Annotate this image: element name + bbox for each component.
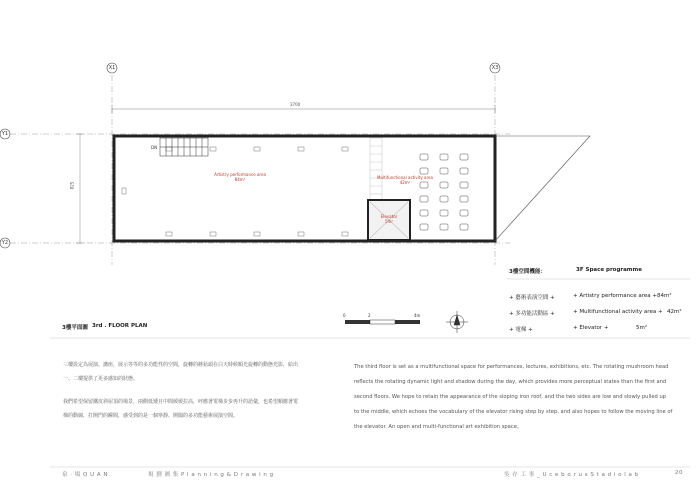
partition-hatch	[370, 138, 382, 200]
programme-item-en: + Elevator +	[573, 325, 609, 331]
footer-studio: 吳 存 工 事 _ U c e b o r u s S t a d i o l a b	[504, 472, 639, 478]
description-cn	[63, 358, 333, 423]
scale-label-end: 4m	[414, 313, 421, 318]
space-programme-title-cn: 3樓空間機能：	[509, 269, 546, 275]
columns	[122, 147, 348, 236]
programme-item-cn: + 電梯 +	[509, 327, 533, 333]
description-cn-line: 梯的動線，打開門的瞬間，感受到的是一個寧靜、開闊的多功能藝術展演空間。	[63, 413, 239, 419]
chairs	[420, 154, 468, 230]
footer-brand: 泉 · 場 Q U A N	[62, 472, 108, 478]
description-cn-line: 一、二樓提供了更多感知的狀態。	[63, 376, 139, 382]
grid-label-x3: X3	[491, 65, 499, 71]
north-arrow-icon	[446, 311, 468, 333]
description-en	[354, 360, 688, 435]
room-name-multifunctional: Multifunctional activity area	[377, 175, 433, 180]
floor-plan-label-cn: 3樓平面圖	[62, 325, 88, 331]
scale-bar-graphic	[345, 320, 420, 324]
programme-item-value: 84m²	[657, 293, 672, 299]
floor-plan-label-en: 3rd . FLOOR PLAN	[92, 323, 148, 329]
stair	[160, 138, 208, 156]
room-name-artistry: Artistry performance area	[214, 172, 266, 177]
description-cn-line: 三樓設定為展演、講座，展示等等的多功能性的空間，旋轉的蘑菇頭在白天時候順光旋轉的動態光影，給出	[63, 362, 299, 368]
dimension-height: 825	[69, 181, 75, 190]
room-label-multifunctional	[370, 175, 440, 185]
description-cn-line: 我們希望保留鐵皮斜屋頂的場景，兩側低矮且中間緩緩拉高，呼應著電梯步步再升的語彙，也希望順應著電	[63, 399, 299, 405]
programme-item-cn: + 多功能活動區 +	[509, 311, 555, 317]
programme-item-en: + Artistry performance area +	[573, 293, 657, 299]
room-label-artistry	[205, 172, 275, 182]
dimension-width: 3700	[290, 102, 301, 107]
programme-item-value: 42m²	[667, 309, 682, 315]
scale-label-start: 0	[343, 313, 346, 318]
programme-item-value: 5m²	[636, 325, 648, 331]
programme-item-en: + Multifunctional activity area +	[573, 309, 663, 315]
scale-label-mid: 2	[368, 313, 371, 318]
grid-label-y1: Y1	[1, 131, 9, 137]
footer-section: 規 劃 圖 集 P l a n n i n g & D r a w i n g	[148, 472, 274, 478]
programme-item-cn: + 藝術表演空間 +	[509, 295, 555, 301]
description-en-line: second floors. We hope to retain the appearance of the sloping iron roof, and the two sides are low and slowly pulled up	[354, 394, 667, 400]
stair-label: DN	[151, 145, 158, 150]
room-area-artistry: 84m²	[234, 177, 246, 182]
grid-label-x1: X1	[108, 65, 116, 71]
description-en-line: to the middle, which echoes the vocabulary of the elevator rising step by step, and also hopes to follow the moving line of	[354, 409, 673, 415]
page-number: 20	[675, 470, 683, 476]
room-area-elevator: 5m²	[384, 219, 394, 224]
description-en-line: reflects the rotating dynamic light and shadow during the day, which provides more perceptual states than the first and	[354, 379, 667, 385]
space-programme-title-en: 3F Space programme	[576, 267, 642, 273]
room-area-multifunctional: 42m²	[399, 180, 411, 185]
grid-label-y2: Y2	[1, 240, 9, 246]
description-en-line: The third floor is set as a multifunctional space for performances, lectures, exhibitions, etc. The rotating mushroom head	[354, 364, 669, 370]
room-name-elevator: Elevator	[380, 214, 398, 219]
room-label-elevator	[369, 214, 409, 224]
exterior-wall	[114, 136, 495, 241]
description-en-line: the elevator. An open and multi-functional art exhibition space。	[354, 424, 523, 430]
